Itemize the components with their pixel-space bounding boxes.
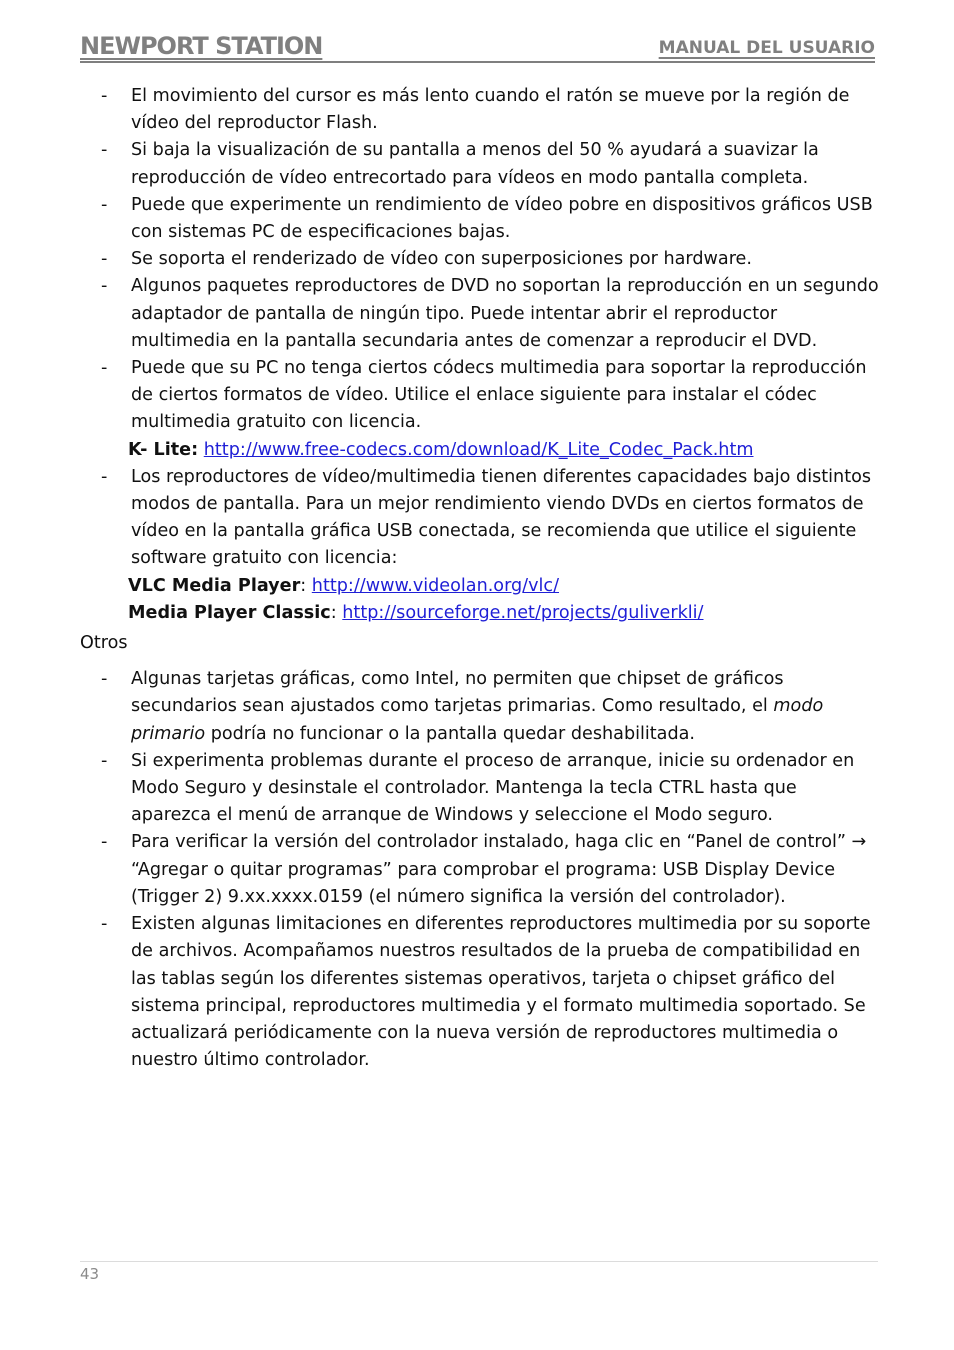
- dash-marker: -: [101, 140, 108, 161]
- separator: :: [330, 602, 337, 623]
- otros-list: [80, 666, 880, 1074]
- list-item: [80, 137, 880, 191]
- mpc-label: Media Player Classic: [128, 602, 331, 623]
- list-item-text: podría no funcionar o la pantalla quedar deshabilitada.: [205, 723, 695, 744]
- section-heading-otros: Otros: [80, 633, 128, 654]
- notes-list: [80, 83, 880, 437]
- page-header: [80, 30, 875, 63]
- list-item-text: Se soporta el renderizado de vídeo con superposiciones por hardware.: [131, 249, 752, 270]
- list-item: [80, 829, 880, 911]
- list-item-text: Los reproductores de vídeo/multimedia tienen diferentes capacidades bajo distintos modos de pantalla. Para un mejor rendimiento viendo DVDs en ciertos formatos de vídeo en la pantalla gráfica USB conectada, se recomienda que utilice el siguiente software gratuito con licencia:: [131, 466, 872, 569]
- list-item-text: Para verificar la versión del controlador instalado, haga clic en “Panel de control” → “Agregar o quitar programas” para comprobar el programa: USB Display Device (Trigger 2) 9.xx.xxxx.0159 (el número significa la versión del controlador).: [131, 832, 867, 907]
- klite-line: [80, 437, 880, 464]
- list-item: [80, 273, 880, 355]
- list-item-text: Si baja la visualización de su pantalla a menos del 50 % ayudará a suavizar la reproducción de vídeo entrecortado para vídeos en modo pantalla completa.: [131, 140, 819, 188]
- dash-marker: -: [101, 276, 108, 297]
- list-item: [80, 192, 880, 246]
- emphasis-text: modo primario: [131, 696, 824, 744]
- dash-marker: -: [101, 750, 108, 771]
- dash-marker: -: [101, 249, 108, 270]
- klite-label: K- Lite:: [128, 439, 199, 460]
- page-content: [80, 83, 880, 1074]
- vlc-line: [80, 573, 880, 600]
- klite-link[interactable]: http://www.free-codecs.com/download/K_Lite_Codec_Pack.htm: [203, 439, 754, 460]
- mpc-line: [80, 600, 880, 627]
- list-item-text: Existen algunas limitaciones en diferentes reproductores multimedia por su soporte de archivos. Acompañamos nuestros resultados de la prueba de compatibilidad en las tablas según los diferentes sistemas operativos, tarjeta o chipset gráfico del sistema principal, reproductores multimedia y el formato multimedia soportado. Se actualizará periódicamente con la nueva versión de reproductores multimedia o nuestro último controlador.: [131, 914, 871, 1071]
- dash-marker: -: [101, 466, 108, 487]
- list-item: [80, 464, 880, 573]
- footer-divider: [80, 1261, 878, 1262]
- vlc-label: VLC Media Player: [128, 575, 301, 596]
- dash-marker: -: [101, 86, 108, 106]
- list-item: [80, 666, 880, 748]
- product-title: NEWPORT STATION: [80, 32, 323, 60]
- dash-marker: -: [101, 914, 108, 935]
- list-item: [80, 246, 880, 273]
- manual-title: MANUAL DEL USUARIO: [658, 38, 875, 58]
- list-item-text: Puede que su PC no tenga ciertos códecs multimedia para soportar la reproducción de ciertos formatos de vídeo. Utilice el enlace siguiente para instalar el códec multimedia gratuito con licencia.: [131, 358, 867, 433]
- dash-marker: -: [101, 669, 108, 690]
- list-item: [80, 83, 880, 137]
- dash-marker: -: [101, 358, 108, 379]
- list-item: [80, 748, 880, 830]
- list-item-text: Algunos paquetes reproductores de DVD no soportan la reproducción en un segundo adaptador de pantalla de ningún tipo. Puede intentar abrir el reproductor multimedia en la pantalla secundaria antes de comenzar a reproducir el DVD.: [131, 276, 879, 351]
- list-item-text: El movimiento del cursor es más lento cuando el ratón se mueve por la región de vídeo del reproductor Flash.: [131, 86, 850, 134]
- list-item-text: Algunas tarjetas gráficas, como Intel, no permiten que chipset de gráficos secundarios sean ajustados como tarjetas primarias. Como resultado, el: [131, 669, 784, 717]
- dash-marker: -: [101, 832, 108, 853]
- list-item: [80, 355, 880, 437]
- players-list: [80, 464, 880, 573]
- list-item-text: Si experimenta problemas durante el proceso de arranque, inicie su ordenador en Modo Seguro y desinstale el controlador. Mantenga la tecla CTRL hasta que aparezca el menú de arranque de Windows y seleccione el Modo seguro.: [131, 750, 855, 826]
- list-item-text: Puede que experimente un rendimiento de vídeo pobre en dispositivos gráficos USB con sistemas PC de especificaciones bajas.: [131, 194, 873, 243]
- dash-marker: -: [101, 194, 108, 215]
- list-item: [80, 911, 880, 1074]
- mpc-link[interactable]: http://sourceforge.net/projects/guliverkli/: [342, 602, 704, 623]
- page-number: 43: [80, 1265, 100, 1283]
- vlc-link[interactable]: http://www.videolan.org/vlc/: [311, 575, 559, 596]
- separator: :: [300, 575, 307, 596]
